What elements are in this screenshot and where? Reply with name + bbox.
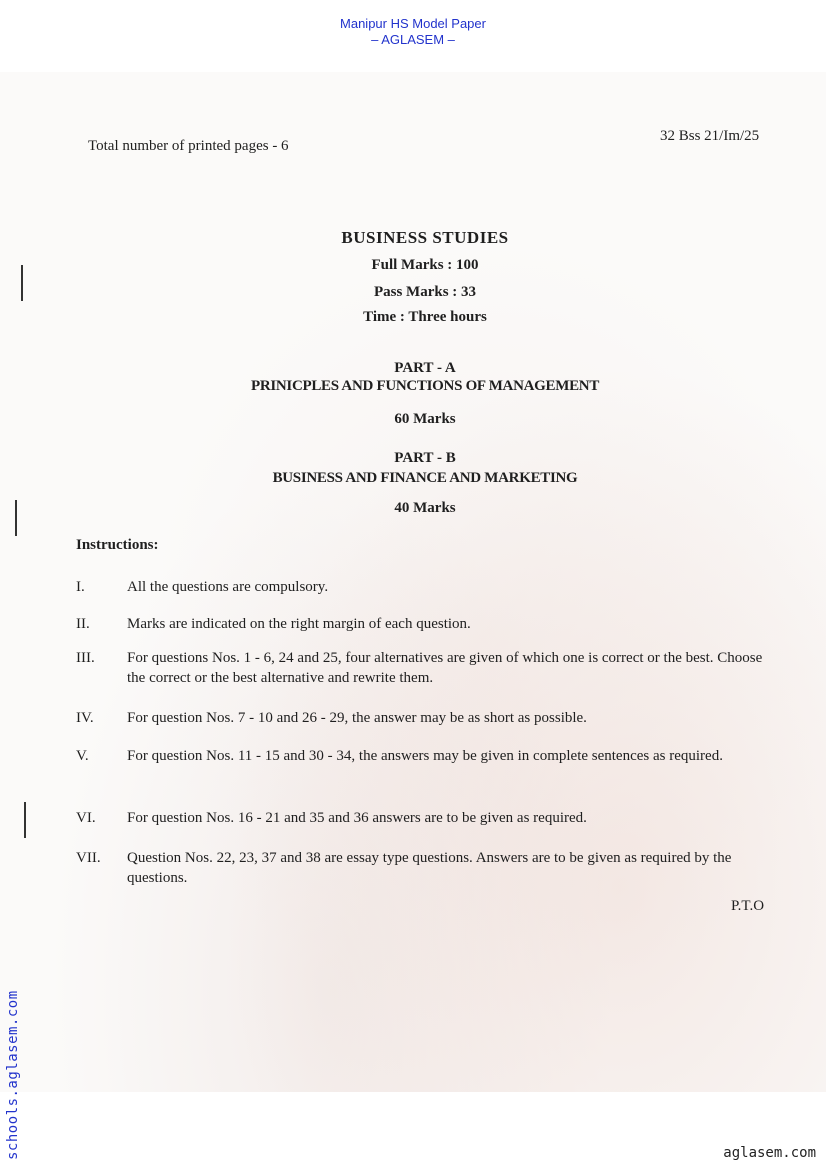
part-a-heading: PART - A (394, 360, 456, 376)
instruction-text: For questions Nos. 1 - 6, 24 and 25, four alternatives are given of which one is correct or the best. Choose the correct or the best alternative and rewrite them. (127, 650, 763, 686)
instructions-heading: Instructions: (76, 537, 159, 553)
scan-mark (24, 802, 26, 838)
instruction-item (76, 614, 776, 634)
full-marks: Full Marks : 100 (371, 257, 479, 273)
site-header (0, 16, 826, 48)
printed-pages-count: Total number of printed pages - 6 (88, 138, 289, 154)
time-allowed: Time : Three hours (363, 309, 487, 325)
pass-marks: Pass Marks : 33 (373, 284, 477, 300)
instruction-number: V. (76, 748, 89, 764)
part-a-title: PRINICPLES AND FUNCTIONS OF MANAGEMENT (250, 378, 600, 394)
part-a-marks: 60 Marks (394, 411, 456, 427)
instruction-item (76, 648, 776, 688)
instruction-item (76, 808, 776, 828)
instruction-number: VI. (76, 810, 96, 826)
instruction-text: All the questions are compulsory. (127, 579, 329, 595)
instruction-text: Question Nos. 22, 23, 37 and 38 are essay type questions. Answers are to be given as required by the questions. (127, 850, 732, 886)
instruction-number: II. (76, 616, 90, 632)
instruction-number: I. (76, 579, 85, 595)
part-b-title: BUSINESS AND FINANCE AND MARKETING (272, 470, 578, 486)
instruction-number: IV. (76, 710, 94, 726)
instruction-item (76, 848, 776, 888)
part-b-marks: 40 Marks (394, 500, 456, 516)
instruction-text: Marks are indicated on the right margin of each question. (127, 616, 471, 632)
site-header-title: Manipur HS Model Paper (340, 16, 486, 31)
side-watermark-url: schools.aglasem.com (5, 990, 21, 1160)
footer-url: aglasem.com (723, 1145, 816, 1161)
instruction-item (76, 708, 776, 728)
instruction-number: VII. (76, 850, 101, 866)
subject-title: BUSINESS STUDIES (341, 228, 509, 247)
instruction-number: III. (76, 650, 95, 666)
instruction-text: For question Nos. 11 - 15 and 30 - 34, the answers may be given in complete sentences as required. (127, 748, 723, 764)
instruction-item (76, 746, 776, 766)
part-b-heading: PART - B (394, 450, 456, 466)
instruction-text: For question Nos. 7 - 10 and 26 - 29, the answer may be as short as possible. (127, 710, 587, 726)
pto-note: P.T.O (731, 898, 765, 914)
paper-code: 32 Bss 21/Im/25 (660, 128, 760, 144)
instruction-text: For question Nos. 16 - 21 and 35 and 36 answers are to be given as required. (127, 810, 587, 826)
site-header-brand: – AGLASEM – (371, 32, 455, 47)
instruction-item (76, 577, 776, 597)
